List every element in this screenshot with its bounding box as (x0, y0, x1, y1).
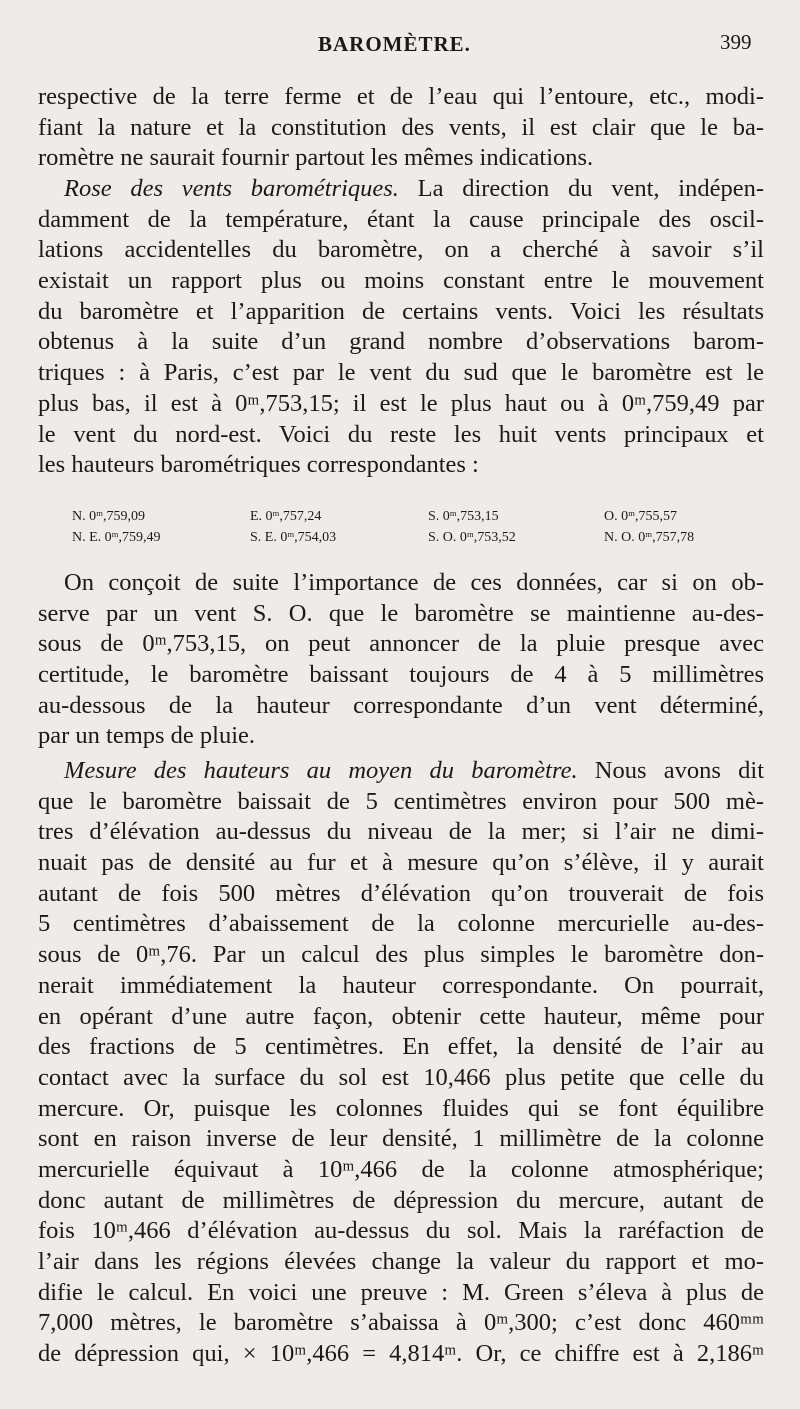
text-line: sont en raison inverse de leur densité, 1 millimètre de la colonne (38, 1125, 764, 1153)
text-line: du baromètre et l’apparition de certains vents. Voici les résultats (38, 297, 764, 325)
text-line: par un temps de pluie. (38, 722, 256, 750)
text-line: 5 centimètres d’abaissement de la colonne mercurielle au-des- (38, 910, 764, 938)
table-cell: S. E. 0ᵐ,754,03 (250, 530, 337, 545)
text-line: sous de 0ᵐ,753,15, on peut annoncer de la pluie presque avec (38, 630, 764, 658)
wind-pressure-table (72, 506, 762, 548)
text-span: Nous avons dit (577, 757, 764, 784)
text-line: mercurielle équivaut à 10ᵐ,466 de la colonne atmosphérique; (38, 1155, 764, 1183)
text-line: au-dessous de la hauteur correspondante d’un vent déterminé, (38, 691, 764, 719)
text-line: existait un rapport plus ou moins constant entre le mouvement (38, 267, 764, 295)
text-line: fiant la nature et la constitution des vents, il est clair que le ba- (38, 113, 764, 141)
paragraph-wind-rose (38, 174, 764, 481)
text-line: certitude, le baromètre baissant toujours de 4 à 5 millimètres (38, 661, 764, 689)
text-line: que le baromètre baissait de 5 centimètres environ pour 500 mè- (38, 787, 764, 815)
text-line: 7,000 mètres, le baromètre s’abaissa à 0ᵐ,300; c’est donc 460ᵐᵐ (38, 1309, 764, 1337)
section-lead: Rose des vents barométriques. (64, 175, 399, 202)
text-span: La direction du vent, indépen- (398, 175, 764, 202)
text-line: tres d’élévation au-dessus du niveau de la mer; si l’air ne dimi- (38, 818, 764, 846)
running-head: BAROMÈTRE. (318, 32, 471, 56)
text-line: difie le calcul. En voici une preuve : M. Green s’éleva à plus de (38, 1278, 764, 1306)
table-cell: S. 0ᵐ,753,15 (428, 509, 499, 524)
section-lead: Mesure des hauteurs au moyen du baromètre. (64, 757, 578, 784)
table-row (72, 506, 762, 527)
text-line: des fractions de 5 centimètres. En effet, la densité de l’air au (38, 1033, 764, 1061)
paragraph-continuation (38, 82, 764, 174)
text-line: le vent du nord-est. Voici du reste les huit vents principaux et (38, 420, 764, 448)
paragraph-altitude-measure (38, 756, 764, 1370)
text-line: plus bas, il est à 0ᵐ,753,15; il est le plus haut ou à 0ᵐ,759,49 par (38, 389, 764, 417)
text-line: donc autant de millimètres de dépression du mercure, autant de (38, 1186, 764, 1214)
text-line: nerait immédiatement la hauteur correspondante. On pourrait, (38, 971, 764, 999)
text-line: en opérant d’une autre façon, obtenir cette hauteur, même pour (38, 1002, 764, 1030)
text-line: autant de fois 500 mètres d’élévation qu’on trouverait de fois (38, 879, 764, 907)
page-header (0, 32, 800, 64)
table-row (72, 527, 762, 548)
text-line: serve par un vent S. O. que le baromètre se maintienne au-des- (38, 599, 764, 627)
text-line: contact avec la surface du sol est 10,466 plus petite que celle du (38, 1063, 764, 1091)
text-line: les hauteurs barométriques correspondantes : (38, 451, 479, 479)
table-cell: E. 0ᵐ,757,24 (250, 509, 322, 524)
text-line: l’air dans les régions élevées change la valeur du rapport et mo- (38, 1248, 764, 1275)
text-line: fois 10ᵐ,466 d’élévation au-dessus du sol. Mais la raréfaction de (38, 1217, 764, 1245)
text-line (38, 756, 764, 787)
table-cell: N. O. 0ᵐ,757,78 (604, 530, 695, 545)
text-line: respective de la terre ferme et de l’eau qui l’entoure, etc., modi- (38, 83, 764, 110)
text-line: mercure. Or, puisque les colonnes fluides qui se font équilibre (38, 1094, 764, 1122)
text-line: sous de 0ᵐ,76. Par un calcul des plus simples le baromètre don- (38, 941, 764, 969)
text-line (38, 174, 764, 205)
text-line: nuait pas de densité au fur et à mesure qu’on s’élève, il y aurait (38, 849, 764, 877)
text-line: de dépression qui, × 10ᵐ,466 = 4,814ᵐ. Or, ce chiffre est à 2,186ᵐ (38, 1340, 764, 1368)
text-line: damment de la température, étant la cause principale des oscil- (38, 205, 764, 233)
text-line: triques : à Paris, c’est par le vent du sud que le baromètre est le (38, 359, 764, 387)
paragraph-importance (38, 568, 764, 752)
table-cell: N. E. 0ᵐ,759,49 (72, 530, 161, 545)
text-line: lations accidentelles du baromètre, on a cherché à savoir s’il (38, 236, 764, 264)
table-cell: N. 0ᵐ,759,09 (72, 509, 145, 524)
table-cell: O. 0ᵐ,755,57 (604, 509, 677, 524)
page-number: 399 (720, 30, 752, 54)
table-cell: S. O. 0ᵐ,753,52 (428, 530, 516, 545)
text-line: On conçoit de suite l’importance de ces données, car si on ob- (64, 569, 764, 596)
text-line: romètre ne saurait fournir partout les mêmes indications. (38, 144, 594, 172)
text-line: obtenus à la suite d’un grand nombre d’observations barom- (38, 328, 764, 356)
